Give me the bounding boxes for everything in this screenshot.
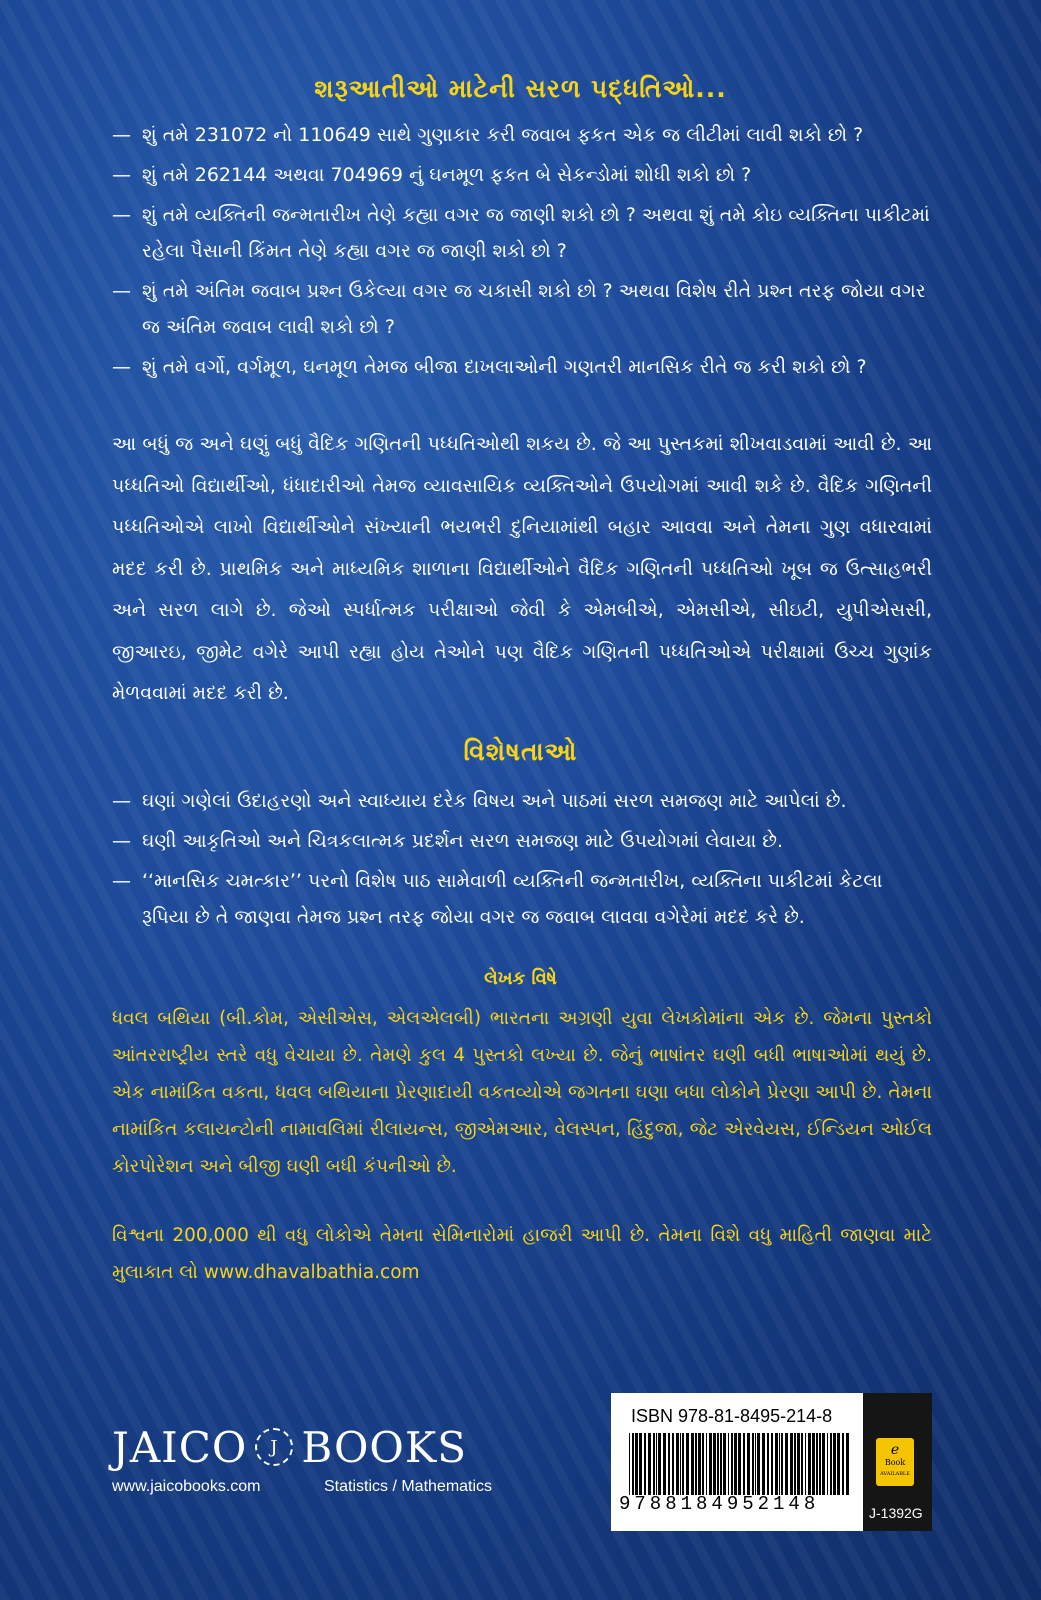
barcode-bar (781, 1433, 783, 1495)
barcode-bar (827, 1433, 828, 1495)
book-category: Statistics / Mathematics (324, 1478, 493, 1495)
barcode-bar (731, 1433, 733, 1495)
barcode-bar (702, 1433, 704, 1495)
barcode-bar (698, 1433, 701, 1495)
barcode-bar (713, 1433, 716, 1495)
barcode-bar (629, 1433, 630, 1495)
question-item: — શું તમે 231072 નો 110649 સાથે ગુણાકાર કરી જવાબ ફકત એક જ લીટીમાં લાવી શકો છો ? (112, 117, 932, 153)
barcode-bar (668, 1433, 670, 1495)
barcode-bar (816, 1433, 818, 1495)
barcode-bar (639, 1433, 642, 1495)
barcode-bar (767, 1433, 769, 1495)
barcode-bar (672, 1433, 674, 1495)
barcode-bar (676, 1433, 679, 1495)
author-bio: ધવલ બથિયા (બી.કોમ, એસીએસ, એલએલબી) ભારતના અગ્રણી યુવા લેખકોમાંના એક છે. જેમના પુસ્તકો આંતરરાષ્ટ્રીય સ્તરે વધુ વેચાયા છે. તેમણે કુલ 4 પુસ્તકો લખ્યા છે. જેનું ભાષાંતર ઘણી બધી ભાષાઓમાં થયું છે. એક નામાંકિત વકતા, ધવલ બથિયાના પ્રેરણાદાયી વકતવ્યોએ જગતના ઘણા બધા લોકોને પ્રેરણા આપી છે. તેમના નામાંકિત કલાયન્ટોની નામાવલિમાં રીલાયન્સ, જીએમઆર, વેલસ્પન, હિંદુજા, જેટ એરવેયસ, ઈન્ડિયન ઓઈલ કોરપોરેશન અને બીજી ઘણી બધી કંપનીઓ છે. (112, 1008, 932, 1177)
barcode-bar (762, 1433, 765, 1495)
features-heading: વિશેષતાઓ (463, 737, 578, 766)
barcode-bar (819, 1433, 821, 1495)
barcode-bar (794, 1433, 796, 1495)
ebook-available-text: AVAILABLE (880, 1471, 910, 1477)
feature-item: — ‘‘માનસિક ચમત્કાર’’ પરનો વિશેષ પાઠ સામેવાળી વ્યક્તિની જન્મતારીખ, વ્યક્તિના પાકીટમાં કેટલા રૂપિયા છે તે જાણવા તેમજ પ્રશ્ન તરફ જોયા વગર જ જવાબ લાવવા વગેરેમાં મદદ કરે છે. (112, 863, 932, 935)
barcode-bar (842, 1433, 844, 1495)
ean-number: 9788184952148 (619, 1493, 820, 1515)
barcode-bar (790, 1433, 793, 1495)
barcode-bar (717, 1433, 719, 1495)
catalog-code: J-1392G (869, 1505, 923, 1521)
barcode-bar (812, 1433, 815, 1495)
logo-letter: J (270, 1436, 279, 1458)
barcode-bar (837, 1433, 840, 1495)
barcode-bar (775, 1433, 778, 1495)
barcode-bar (785, 1433, 788, 1495)
question-item: — શું તમે વર્ગો, વર્ગમૂળ, ઘનમૂળ તેમજ બીજા દાખલાઓની ગણતરી માનસિક રીતે જ કરી શકો છો ? (112, 349, 932, 385)
publisher-logo (112, 1422, 467, 1472)
barcode-bar (658, 1433, 661, 1495)
barcode-bar (822, 1433, 825, 1495)
barcode-bar (805, 1433, 806, 1495)
barcode-bar (632, 1433, 634, 1495)
feature-item: — ઘણાં ગણેલાં ઉદાહરણો અને સ્વાધ્યાય દરેક વિષય અને પાઠમાં સરળ સમજણ માટે આપેલાં છે. (112, 783, 932, 819)
barcode-bar (738, 1433, 741, 1495)
barcode-bar (771, 1433, 773, 1495)
publisher-url[interactable]: www.jaicobooks.com (112, 1478, 261, 1495)
barcode-bar (743, 1433, 745, 1495)
barcode-bar (648, 1433, 651, 1495)
question-item: — શું તમે વ્યક્તિની જન્મતારીખ તેણે કહ્યા વગર જ જાણી શકો છો ? અથવા શું તમે કોઇ વ્યક્તિના પાકીટમાં રહેલા પૈસાની કિંમત તેણે કહ્યા વગર જ જાણી શકો છો ? (112, 197, 932, 269)
barcode-bar (734, 1433, 737, 1495)
intro-heading: શરૂઆતીઓ માટેની સરળ પદ્ધતિઓ... (314, 74, 727, 103)
barcode-bar (728, 1433, 729, 1495)
barcode-bar (695, 1433, 697, 1495)
barcode-bar (691, 1433, 694, 1495)
ebook-available-icon (876, 1438, 914, 1486)
publisher-name-right: BOOKS (301, 1422, 467, 1472)
barcode-bar (644, 1433, 646, 1495)
author-heading: લેખક વિષે (484, 968, 557, 989)
barcode-icon (629, 1433, 851, 1495)
barcode-bar (663, 1433, 666, 1495)
barcode-bar (656, 1433, 657, 1495)
barcode-bar (720, 1433, 722, 1495)
barcode-bar (635, 1433, 638, 1495)
question-item: — શું તમે 262144 અથવા 704969 નું ઘનમૂળ ફકત બે સેકન્ડોમાં શોધી શકો છો ? (112, 157, 932, 193)
barcode-block (611, 1393, 932, 1531)
isbn-label: ISBN 978-81-8495-214-8 (631, 1406, 833, 1426)
barcode-bar (779, 1433, 780, 1495)
barcode-bar (752, 1433, 754, 1495)
features-list (112, 783, 932, 935)
barcode-bar (830, 1433, 832, 1495)
barcode-bar (706, 1433, 707, 1495)
publisher-name-left: JAICO (112, 1422, 248, 1472)
seminar-text: વિશ્વના 200,000 થી વધુ લોકોએ તેમના સેમિનારોમાં હાજરી આપી છે. તેમના વિશે વધુ માહિતી જાણવા માટે મુલાકાત લો www.dhavalbathia.com (112, 1225, 932, 1283)
ebook-strip (863, 1393, 932, 1531)
jaico-logo-icon (255, 1428, 293, 1466)
barcode-bar (723, 1433, 726, 1495)
barcode-bar (801, 1433, 803, 1495)
barcode-bar (808, 1433, 811, 1495)
question-item: — શું તમે અંતિમ જવાબ પ્રશ્ન ઉકેલ્યા વગર જ ચકાસી શકો છો ? અથવા વિશેષ રીતે પ્રશ્ન તરફ જોયા વગર જ અંતિમ જવાબ લાવી શકો છો ? (112, 273, 932, 345)
barcode-bar (680, 1433, 681, 1495)
barcode-bar (797, 1433, 800, 1495)
ebook-word: Book (884, 1458, 906, 1467)
question-list (112, 117, 932, 385)
barcode-bar (682, 1433, 684, 1495)
ebook-letter: e (890, 1442, 900, 1458)
barcode-bar (846, 1433, 849, 1495)
barcode-bar (686, 1433, 689, 1495)
intro-paragraph: આ બધું જ અને ઘણું બધું વૈદિક ગણિતની પધ્ધતિઓથી શકય છે. જે આ પુસ્તકમાં શીખવાડવામાં આવી છે. આ પધ્ધતિઓ વિદ્યાર્થીઓ, ધંધાદારીઓ તેમજ વ્યાવસાયિક વ્યક્તિઓને ઉપયોગમાં આવી શકે છે. વૈદિક ગણિતની પધ્ધતિઓએ લાખો વિદ્યાર્થીઓને સંખ્યાની ભયભરી દુનિયામાંથી બહાર આવવા અને તેમના ગુણ વધારવામાં મદદ કરી છે. પ્રાથમિક અને માધ્યમિક શાળાના વિદ્યાર્થીઓને વૈદિક ગણિતની પધ્ધતિઓ ખૂબ જ ઉત્સાહભરી અને સરળ લાગે છે. જેઓ સ્પર્ધાત્મક પરીક્ષાઓ જેવી કે એમબીએ, એમસીએ, સીઇટી, યુપીએસસી, જીઆરઇ, જીમેટ વગેરે આપી રહ્યા હોય તેઓને પણ વૈદિક ગણિતની પધ્ધતિઓએ પરીક્ષામાં ઉચ્ચ ગુણાંક મેળવવામાં મદદ કરી છે. (112, 433, 932, 704)
barcode-bar (653, 1433, 655, 1495)
barcode-bar (757, 1433, 760, 1495)
barcode-bar (709, 1433, 712, 1495)
feature-item: — ઘણી આકૃતિઓ અને ચિત્રકલાત્મક પ્રદર્શન સરળ સમજણ માટે ઉપયોગમાં લેવાયા છે. (112, 823, 932, 859)
barcode-bar (747, 1433, 750, 1495)
barcode-bar (833, 1433, 836, 1495)
barcode-bar (755, 1433, 756, 1495)
